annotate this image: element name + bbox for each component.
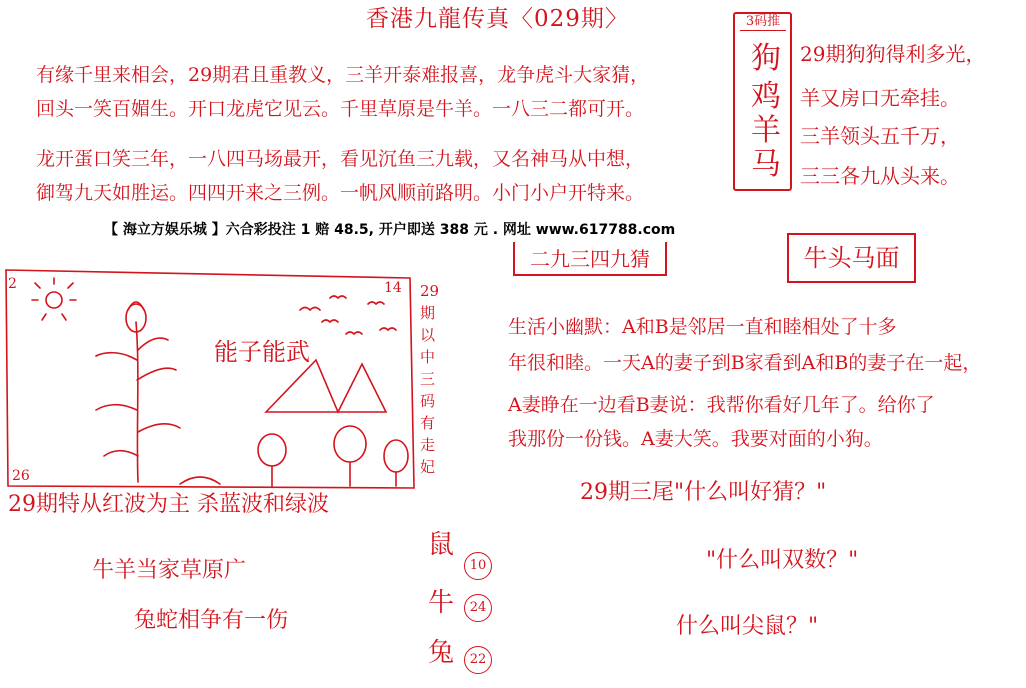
intro-line-3: 龙开蛋口笑三年，一八四马场最开，看见沉鱼三九载，又名神马从中想，	[36, 148, 645, 170]
question-3: 什么叫尖鼠？"	[676, 614, 819, 639]
mountains-icon	[266, 360, 386, 412]
zodiac-pick-1: 鼠	[428, 530, 455, 560]
bottom-left-line-1: 牛羊当家草原广	[92, 558, 247, 583]
pic-vertical-8: 走	[420, 436, 436, 454]
pic-vertical-6: 码	[420, 392, 436, 410]
hand-drawn-picture	[0, 260, 440, 500]
pic-num-bottom-left: 26	[12, 468, 30, 484]
pic-vertical-1: 29	[420, 282, 440, 300]
zodiac-number-3: 22	[464, 646, 492, 674]
trees-icon	[180, 426, 408, 486]
pic-vertical-2: 期	[420, 304, 436, 322]
two-nine-box: 二九三四九猜	[513, 242, 667, 276]
hint-label: 3码推	[740, 15, 786, 31]
sun-icon	[32, 278, 76, 320]
pic-vertical-9: 妃	[420, 458, 436, 476]
pic-num-top-left: 2	[8, 276, 17, 292]
question-1: 29期三尾"什么叫好猜？"	[580, 480, 827, 505]
story-line-1: 生活小幽默：A和B是邻居一直和睦相处了十多	[508, 316, 897, 338]
zodiac-pick-2: 牛	[428, 588, 455, 618]
zodiac-number-1: 10	[464, 552, 492, 580]
question-2: "什么叫双数？"	[706, 548, 859, 573]
intro-line-4: 御驾九天如胜运。四四开来之三例。一帆风顺前路明。小门小户开特来。	[36, 182, 645, 204]
flower-plant-icon	[96, 302, 180, 482]
right-verse-3: 三羊领头五千万，	[800, 124, 960, 148]
story-line-3: A妻睁在一边看B妻说：我帮你看好几年了。给你了	[508, 394, 935, 416]
hint-char-1: 狗	[751, 41, 781, 76]
hint-char-4: 马	[751, 147, 781, 182]
zodiac-number-2: 24	[464, 594, 492, 622]
right-verse-2: 羊又房口无牵挂。	[800, 86, 960, 110]
intro-line-1: 有缘千里来相会，29期君且重教义，三羊开泰难报喜，龙争虎斗大家猜，	[36, 64, 650, 86]
page-title: 香港九龍传真〈029期〉	[366, 6, 629, 32]
right-verse-4: 三三各九从头来。	[800, 164, 960, 188]
pic-vertical-5: 三	[420, 370, 436, 388]
wave-line: 29期特从红波为主 杀蓝波和绿波	[8, 492, 329, 517]
zodiac-pick-3: 兔	[428, 638, 455, 668]
pic-num-top-right: 14	[384, 280, 402, 296]
advertisement-banner: 【 海立方娱乐城 】六合彩投注 1 赔 48.5, 开户即送 388 元 . 网址 www.617788.com	[104, 222, 676, 238]
pic-vertical-7: 有	[420, 414, 436, 432]
birds-icon	[300, 296, 396, 334]
intro-line-2: 回头一笑百媚生。开口龙虎它见云。千里草原是牛羊。一八三二都可开。	[36, 98, 645, 120]
picture-frame	[6, 270, 414, 488]
bottom-left-line-2: 兔蛇相争有一伤	[134, 608, 289, 633]
right-verse-1: 29期狗狗得利多光，	[800, 42, 986, 66]
pic-vertical-4: 中	[420, 348, 436, 366]
story-line-4: 我那份一份钱。A妻大笑。我要对面的小狗。	[508, 428, 883, 450]
story-line-2: 年很和睦。一天A的妻子到B家看到A和B的妻子在一起，	[508, 352, 982, 374]
niutou-mamian-box: 牛头马面	[787, 233, 916, 283]
pic-vertical-3: 以	[420, 326, 436, 344]
pic-caption: 能子能武	[214, 338, 310, 366]
hint-char-2: 鸡	[751, 79, 781, 114]
hint-char-3: 羊	[751, 113, 781, 148]
